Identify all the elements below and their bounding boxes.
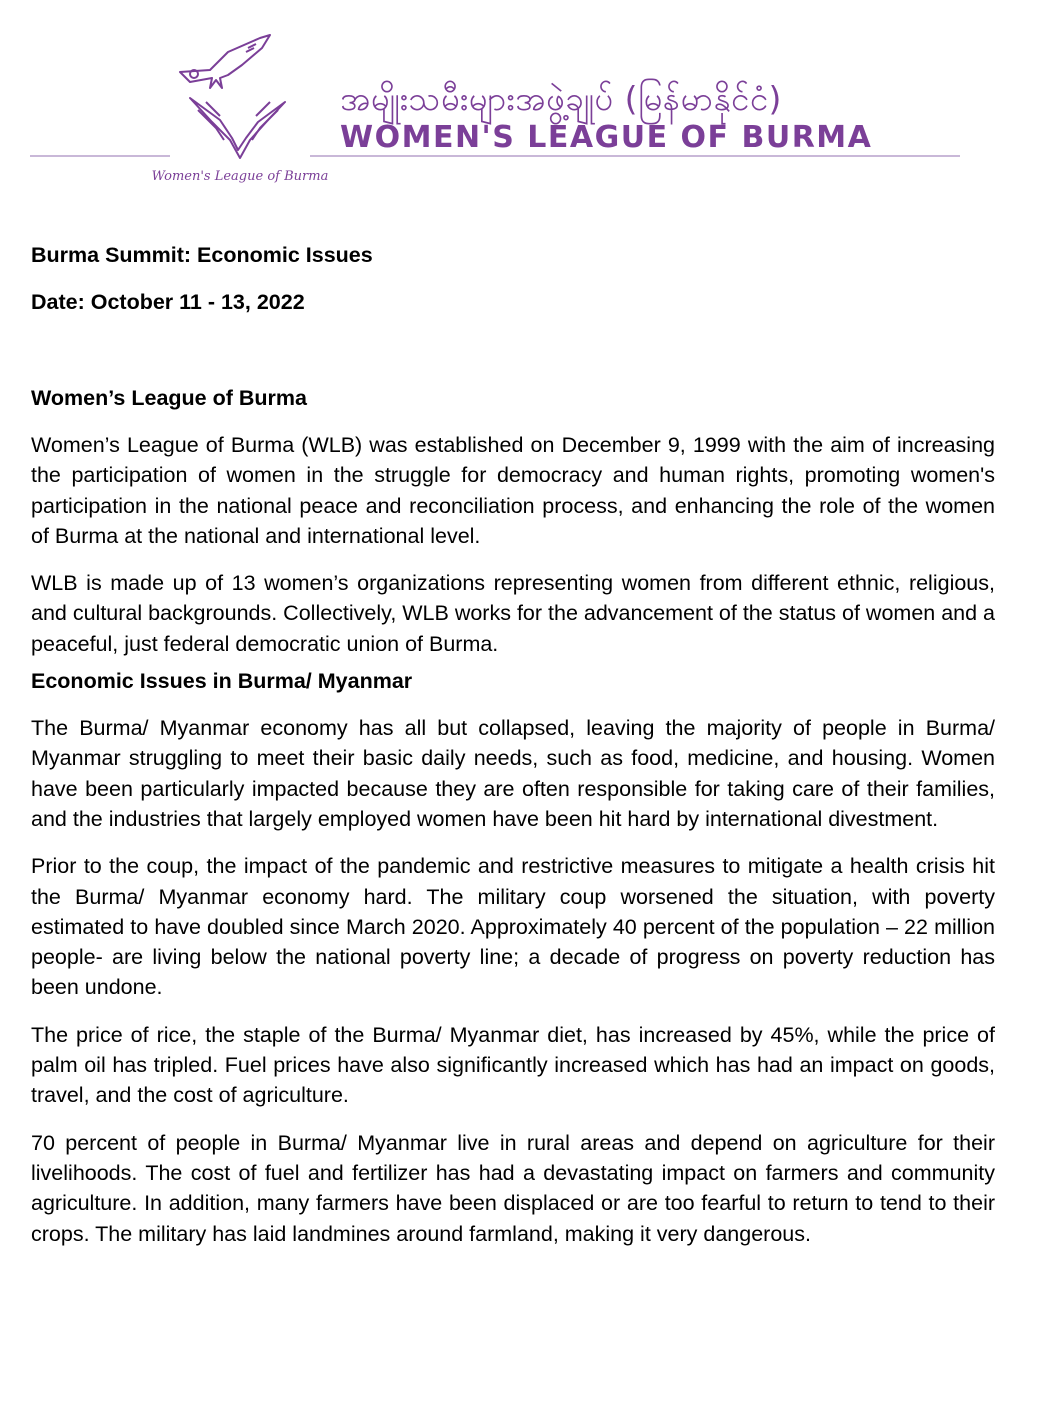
- header-divider-left: [30, 155, 170, 157]
- paragraph: 70 percent of people in Burma/ Myanmar live in rural areas and depend on agriculture for their livelihoods. The cost of fuel and fertilizer has had a devastating impact on farmers and community agriculture. In addition, many farmers have been displaced or are too fearful to return to tend to their crops. The military has laid landmines around farmland, making it very dangerous.: [31, 1130, 995, 1246]
- document-body: [31, 240, 995, 1249]
- org-name-burmese: အမျိုးသမီးများအဖွဲ့ချုပ် (မြန်မာနိုင်ငံ): [340, 79, 782, 118]
- section-heading: Economic Issues in Burma/ Myanmar: [31, 669, 413, 694]
- logo-ring-text: Women's League of Burma: [151, 169, 329, 184]
- paragraph: The Burma/ Myanmar economy has all but collapsed, leaving the majority of people in Burma/ Myanmar struggling to meet their basic daily needs, such as food, medicine, and housing. Women have been particularly impacted because they are often responsible for taking care of their families, and the industries that largely employed women have been hit hard by international divestment.: [31, 716, 995, 831]
- paragraph: WLB is made up of 13 women’s organizations representing women from different ethnic, religious, and cultural backgrounds. Collectively, WLB works for the advancement of the status of women and a peaceful, just federal democratic union of Burma.: [31, 571, 996, 656]
- paragraph: The price of rice, the staple of the Burma/ Myanmar diet, has increased by 45%, while the price of palm oil has tripled. Fuel prices have also significantly increased which has had an impact on goods, travel, and the cost of agriculture.: [31, 1022, 995, 1108]
- document-date: Date: October 11 - 13, 2022: [31, 290, 305, 314]
- org-name-english: WOMEN'S LEAGUE OF BURMA: [340, 120, 873, 155]
- wlb-logo-icon: [150, 30, 330, 190]
- section-about-wlb: [31, 383, 995, 666]
- letterhead: [0, 0, 1044, 200]
- paragraph: Women’s League of Burma (WLB) was established on December 9, 1999 with the aim of increasing the participation of women in the struggle for democracy and human rights, promoting women's participation in the national peace and reconciliation process, and enhancing the role of the women of Burma at the national and international level.: [31, 433, 995, 548]
- section-economic-issues: [31, 666, 995, 1249]
- section-heading: Women’s League of Burma: [31, 386, 307, 410]
- header-divider-right: [310, 155, 960, 157]
- paragraph: Prior to the coup, the impact of the pandemic and restrictive measures to mitigate a health crisis hit the Burma/ Myanmar economy hard. The military coup worsened the situation, with poverty estimated to have doubled since March 2020. Approximately 40 percent of the population – 22 million people- are living below the national poverty line; a decade of progress on poverty reduction has been undone.: [31, 854, 995, 1000]
- document-title: Burma Summit: Economic Issues: [31, 243, 373, 267]
